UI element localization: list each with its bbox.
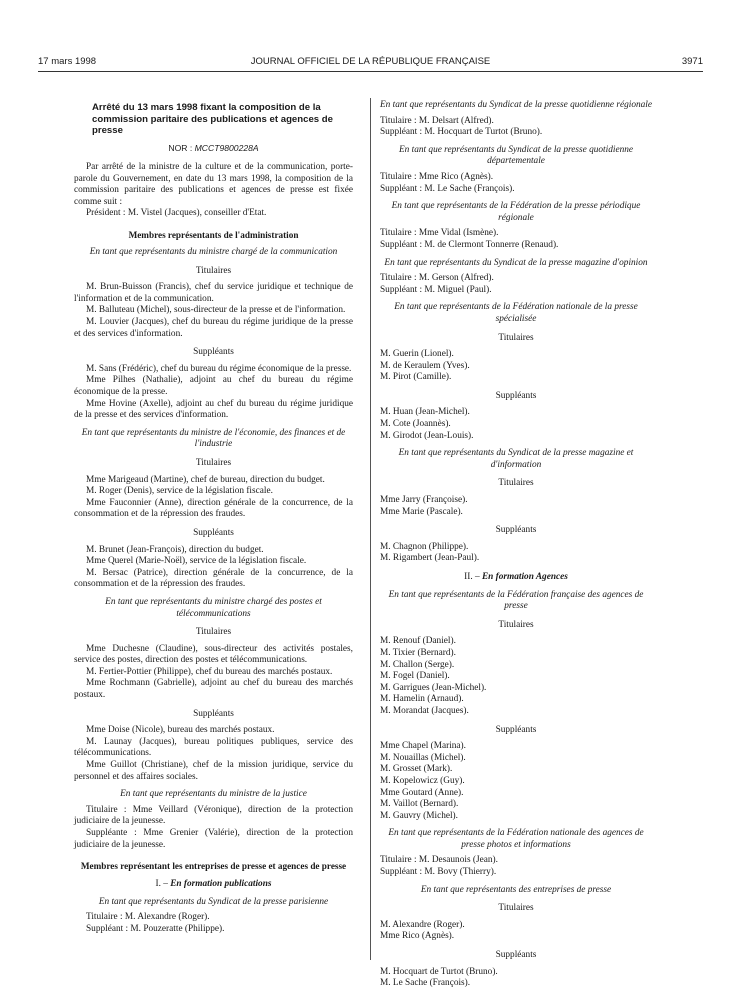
member-entry: Mme Jarry (Françoise).: [380, 495, 468, 506]
header-journal-title: JOURNAL OFFICIEL DE LA RÉPUBLIQUE FRANÇAISE: [250, 56, 491, 67]
member-entry: M. Garrigues (Jean-Michel).: [380, 682, 487, 693]
member-entry: Mme Guillot (Christiane), chef de la mission juridique, service du personnel et des affaires sociales.: [74, 760, 353, 782]
member-entry: Mme Duchesne (Claudine), sous-directeur des activités postales, service des postes, direction des postes et télécommunications.: [74, 643, 353, 666]
titulaires-label: Titulaires: [498, 478, 534, 489]
member-entry: M. Le Sache (François).: [380, 978, 471, 989]
group-heading: En tant que représentants du Syndicat de la presse parisienne: [98, 896, 329, 907]
member-entry: Mme Marie (Pascale).: [380, 506, 463, 517]
group-heading: En tant que représentants des entreprises de presse: [420, 884, 612, 895]
member-entry: M. Cote (Joannès).: [380, 419, 451, 430]
member-entry: Mme Querel (Marie-Noël), service de la législation fiscale.: [86, 556, 307, 567]
member-entry: Titulaire : M. Alexandre (Roger).: [86, 912, 210, 923]
member-entry: Suppléante : Mme Grenier (Valérie), direction de la protection judiciaire de la jeunesse.: [74, 828, 353, 850]
member-entry: M. Sans (Frédéric), chef du bureau du régime économique de la presse.: [86, 363, 352, 374]
suppleants-label: Suppléants: [495, 724, 537, 735]
member-entry: Suppléant : M. Hocquart de Turtot (Bruno).: [380, 127, 543, 138]
member-entry: M. Hamelin (Arnaud).: [380, 694, 464, 705]
member-entry: Titulaire : M. Gerson (Alfred).: [380, 273, 494, 284]
member-entry: Titulaire : M. Desaunois (Jean).: [380, 855, 498, 866]
member-entry: Suppléant : M. Le Sache (François).: [380, 183, 515, 194]
member-entry: M. Launay (Jacques), bureau politiques publiques, service des télécommunications.: [74, 736, 353, 759]
member-entry: M. Chagnon (Philippe).: [380, 541, 469, 552]
member-entry: M. Renouf (Daniel).: [380, 636, 456, 647]
member-entry: Mme Rico (Agnès).: [380, 931, 455, 942]
member-entry: M. Girodot (Jean-Louis).: [380, 430, 474, 441]
page-header: [38, 56, 703, 70]
member-entry: M. Huan (Jean-Michel).: [380, 407, 470, 418]
member-entry: M. Vaillot (Bernard).: [380, 799, 459, 810]
enterprises-heading: Membres représentant les entreprises de presse et agences de presse: [80, 861, 347, 872]
member-entry: M. Challon (Serge).: [380, 659, 455, 670]
group-heading: En tant que représentants du ministre chargé de la communication: [89, 247, 338, 258]
member-entry: Suppléant : M. Bovy (Thierry).: [380, 867, 497, 878]
titulaires-label: Titulaires: [195, 457, 232, 468]
header-date: 17 mars 1998: [38, 56, 97, 67]
part-two-title: En formation Agences: [481, 572, 568, 582]
member-entry: Suppléant : M. Miguel (Paul).: [380, 284, 492, 295]
member-entry: Mme Fauconnier (Anne), direction générale de la concurrence, de la consommation et de la répression des fraudes.: [74, 497, 353, 520]
member-entry: Titulaire : M. Delsart (Alfred).: [380, 115, 494, 126]
left-column: [74, 100, 353, 936]
member-entry: Suppléant : M. de Clermont Tonnerre (Renaud).: [380, 239, 559, 250]
group-heading: En tant que représentants du ministre de la justice: [120, 789, 307, 800]
intro-paragraph: Par arrêté de la ministre de la culture et de la communication, porte-parole du Gouvernement, en date du 13 mars 1998, la composition de la commission paritaire des publications et agences de presse est fixée comme suit :: [74, 162, 353, 207]
admin-heading: Membres représentants de l'administration: [128, 230, 299, 241]
group-heading: En tant que représentants du Syndicat de la presse quotidienne régionale: [380, 100, 652, 110]
group-heading: En tant que représentants du ministre chargé des postes et télécommunications: [105, 596, 322, 619]
member-entry: Mme Pilhes (Nathalie), adjoint au chef du bureau du régime économique de la presse.: [74, 375, 353, 397]
header-rule: [38, 71, 703, 72]
member-entry: M. Alexandre (Roger).: [380, 919, 465, 930]
member-entry: M. Pirot (Camille).: [380, 372, 452, 383]
member-entry: M. Brunet (Jean-François), direction du budget.: [86, 544, 264, 555]
nor-label: NOR :: [168, 142, 193, 153]
member-entry: Mme Marigeaud (Martine), chef de bureau, direction du budget.: [86, 474, 325, 485]
right-column: [380, 100, 652, 990]
member-entry: M. Grosset (Mark).: [380, 764, 453, 775]
suppleants-label: Suppléants: [495, 525, 537, 536]
member-entry: Mme Hovine (Axelle), adjoint au chef du bureau du régime juridique de la presse et des services d'information.: [74, 398, 353, 421]
member-entry: Mme Chapel (Marina).: [380, 741, 466, 752]
suppleants-label: Suppléants: [193, 527, 234, 538]
part-one-title: En formation publications: [170, 879, 272, 890]
president-line: Président : M. Vistel (Jacques), conseiller d'Etat.: [86, 208, 267, 219]
member-entry: Titulaire : Mme Veillard (Véronique), direction de la protection judiciaire de la jeunesse.: [74, 804, 353, 827]
nor-code: MCCT9800228A: [194, 142, 259, 153]
group-heading: En tant que représentants du Syndicat de la presse quotidienne départementale: [398, 144, 633, 167]
member-entry: Suppléant : M. Pouzeratte (Philippe).: [86, 923, 225, 934]
member-entry: Mme Doise (Nicole), bureau des marchés postaux.: [86, 725, 275, 736]
member-entry: M. Rigambert (Jean-Paul).: [380, 553, 480, 564]
suppleants-label: Suppléants: [495, 950, 537, 961]
group-heading: En tant que représentants de la Fédération de la presse périodique régionale: [391, 201, 641, 223]
member-entry: M. Morandat (Jacques).: [380, 705, 469, 716]
header-page-number: 3971: [681, 56, 703, 67]
part-two-heading: [380, 572, 652, 584]
column-divider: [370, 98, 371, 960]
member-entry: Mme Goutard (Anne).: [380, 787, 464, 798]
member-entry: M. Hocquart de Turtot (Bruno).: [380, 966, 498, 977]
member-entry: M. Balluteau (Michel), sous-directeur de la presse et de l'information.: [86, 305, 346, 316]
group-heading: En tant que représentants du Syndicat de la presse magazine et d'information: [398, 448, 634, 470]
member-entry: M. Bersac (Patrice), direction générale de la concurrence, de la consommation et de la répression des fraudes.: [74, 567, 353, 590]
member-entry: M. Fertier-Pottier (Philippe), chef du bureau des marchés postaux.: [86, 666, 333, 677]
member-entry: M. Louvier (Jacques), chef du bureau du régime juridique de la presse et des services d'information.: [74, 317, 353, 339]
part-two-prefix: II. –: [464, 572, 480, 582]
member-entry: Titulaire : Mme Rico (Agnès).: [380, 171, 494, 182]
group-heading: En tant que représentants de la Fédération nationale des agences de presse photos et informations: [388, 828, 644, 850]
titulaires-label: Titulaires: [498, 903, 534, 914]
part-one-prefix: I. –: [155, 879, 168, 890]
member-entry: M. Roger (Denis), service de la législation fiscale.: [86, 486, 273, 497]
member-entry: M. Guerin (Lionel).: [380, 349, 454, 360]
member-entry: M. Gauvry (Michel).: [380, 810, 458, 821]
titulaires-label: Titulaires: [195, 627, 232, 638]
suppleants-label: Suppléants: [495, 390, 537, 401]
member-entry: M. Tixier (Bernard).: [380, 647, 456, 658]
member-entry: Mme Rochmann (Gabrielle), adjoint au chef du bureau des marchés postaux.: [74, 678, 353, 701]
titulaires-label: Titulaires: [195, 265, 232, 276]
group-heading: En tant que représentants de la Fédération nationale de la presse spécialisée: [394, 302, 638, 324]
group-heading: En tant que représentants de la Fédération française des agences de presse: [388, 589, 644, 612]
part-one-heading: [74, 879, 353, 891]
nor-reference: [74, 143, 353, 155]
member-entry: Titulaire : Mme Vidal (Ismène).: [380, 228, 499, 239]
titulaires-label: Titulaires: [498, 332, 534, 343]
member-entry: M. de Keraulem (Yves).: [380, 360, 470, 371]
member-entry: M. Brun-Buisson (Francis), chef du service juridique et technique de l'information et de la communication.: [74, 282, 353, 304]
titulaires-label: Titulaires: [498, 619, 534, 630]
member-entry: M. Fogel (Daniel).: [380, 671, 450, 682]
member-entry: M. Kopelowicz (Guy).: [380, 775, 465, 786]
decree-title: Arrêté du 13 mars 1998 fixant la composition de la commission paritaire des publications et agences de presse: [92, 102, 333, 136]
suppleants-label: Suppléants: [193, 347, 234, 358]
group-heading: En tant que représentants du ministre de l'économie, des finances et de l'industrie: [81, 427, 346, 450]
suppleants-label: Suppléants: [193, 708, 234, 719]
member-entry: M. Nouaillas (Michel).: [380, 752, 466, 763]
group-heading: En tant que représentants du Syndicat de la presse magazine d'opinion: [384, 257, 648, 268]
